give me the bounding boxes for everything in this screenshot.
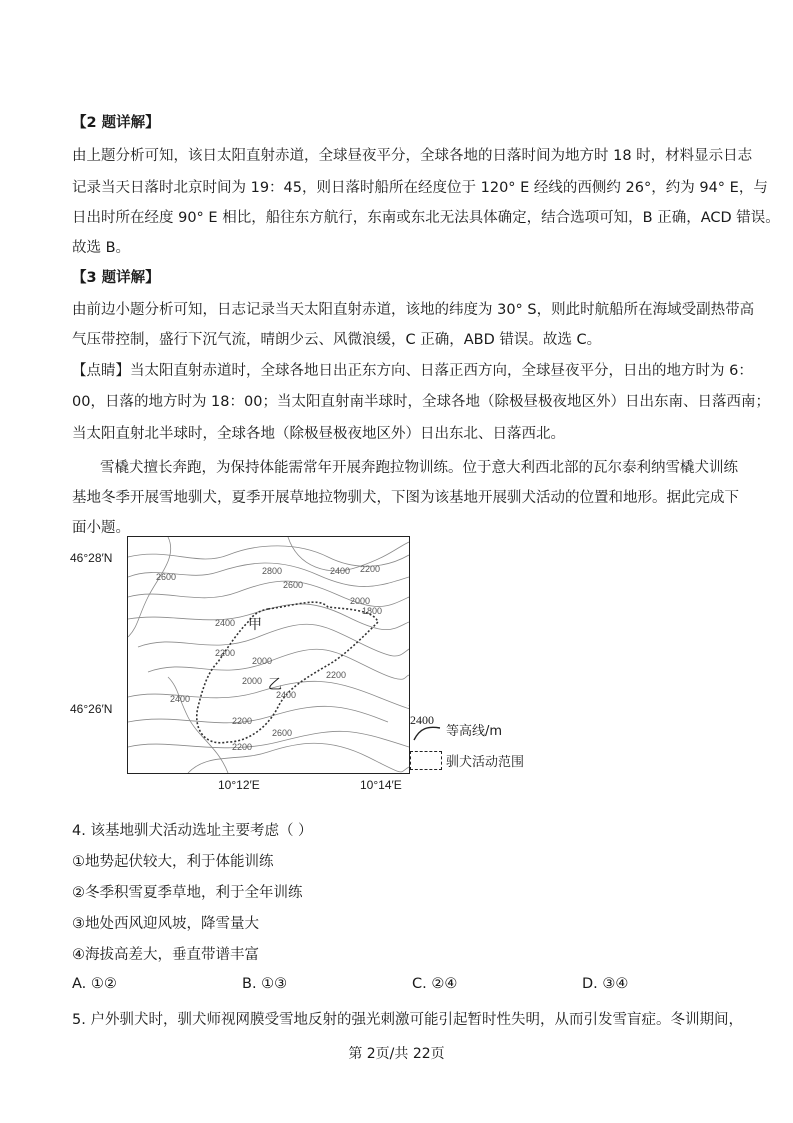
q4-item-2: ②冬季积雪夏季草地，利于全年训练 [72,885,303,901]
contour-line [128,706,388,722]
q3-heading: 【3 题详解】 [72,270,160,286]
q4-option-a[interactable]: A. ①② [72,976,117,992]
contour-label: 2000 [252,656,273,666]
contour-label: 2000 [242,676,263,686]
contour-label: 2200 [232,716,253,726]
legend-area-text: 驯犬活动范围 [446,755,525,770]
page-footer: 第 2页/共 22页 [348,1046,445,1062]
q4-item-4: ④海拔高差大，垂直带谱丰富 [72,947,259,963]
contour-label: 2600 [272,728,293,738]
contour-label: 1800 [362,606,383,616]
q2-line-1: 由上题分析可知，该日太阳直射赤道，全球昼夜平分，全球各地的日落时间为地方时 18 时，材料显示日志 [72,148,753,164]
q2-line-4: 故选 B。 [72,240,131,256]
q5-stem: 5. 户外驯犬时，驯犬师视网膜受雪地反射的强光刺激可能引起暂时性失明，从而引发雪盲症。冬训期间， [72,1012,743,1028]
q4-option-c[interactable]: C. ②④ [412,976,458,992]
q4-item-3: ③地处西风迎风坡，降雪量大 [72,916,259,932]
contour-line [128,731,409,747]
passage-line-2: 基地冬季开展雪地驯犬，夏季开展草地拉物驯犬，下图为该基地开展驯犬活动的位置和地形。据此完成下 [72,490,739,506]
contour-label: 2400 [170,694,191,704]
contour-label: 2200 [360,564,381,574]
contour-line [138,624,409,656]
legend-contour-text: 等高线/m [446,724,503,739]
contour-line [168,677,228,773]
q4-stem: 4. 该基地驯犬活动选址主要考虑（ ） [72,823,313,839]
contour-label: 2600 [283,580,304,590]
q4-item-1: ①地势起伏较大，利于体能训练 [72,854,274,870]
q4-option-d[interactable]: D. ③④ [582,976,629,992]
lat-label-bottom: 46°26′N [70,702,113,716]
q3-line-1: 由前边小题分析可知，日志记录当天太阳直射赤道，该地的纬度为 30° S，则此时航船所在海域受副热带高 [72,302,755,318]
legend-contour-value: 2400 [410,713,434,727]
q2-line-2: 记录当天日落时北京时间为 19：45，则日落时船所在经度位于 120° E 经线的西侧约 26°，约为 94° E，与 [72,180,768,196]
place-label-yi: 乙 [268,677,282,693]
q4-option-b[interactable]: B. ①③ [242,976,288,992]
lon-label-right: 10°14′E [360,778,402,792]
passage-line-1: 雪橇犬擅长奔跑，为保持体能需常年开展奔跑拉物训练。位于意大利西北部的瓦尔泰利纳雪橇犬训练 [100,460,738,476]
legend-contour-icon [412,722,442,742]
contour-label: 2400 [215,618,236,628]
lat-label-top: 46°28′N [70,551,113,565]
contour-label: 2400 [276,690,297,700]
place-label-jia: 甲 [248,617,262,633]
q2-heading: 【2 题详解】 [72,115,160,131]
contour-label: 2000 [350,596,371,606]
note-line-1: 【点睛】当太阳直射赤道时，全球各地日出正东方向、日落正西方向，全球昼夜平分，日出的地方时为 6： [72,363,753,379]
contour-label: 2200 [232,742,253,752]
contour-line [128,537,171,637]
contour-label: 2600 [156,572,177,582]
contour-label: 2800 [262,566,283,576]
contour-label: 2200 [215,648,236,658]
note-line-2: 00，日落的地方时为 18：00；当太阳直射南半球时，全球各地（除极昼极夜地区外）日出东南、日落西南； [72,394,770,410]
lon-label-left: 10°12′E [218,778,260,792]
legend-area-icon [410,751,442,770]
passage-line-3: 面小题。 [72,520,130,536]
contour-label: 2200 [326,670,347,680]
contour-label: 2400 [330,566,351,576]
note-line-3: 当太阳直射北半球时，全球各地（除极昼极夜地区外）日出东北、日落西北。 [72,426,565,442]
q2-line-3: 日出时所在经度 90° E 相比，船往东方航行，东南或东北无法具体确定，结合选项可知，B 正确，ACD 错误。 [72,210,780,226]
q3-line-2: 气压带控制，盛行下沉气流，晴朗少云、风微浪缓，C 正确，ABD 错误。故选 C。 [72,332,602,348]
